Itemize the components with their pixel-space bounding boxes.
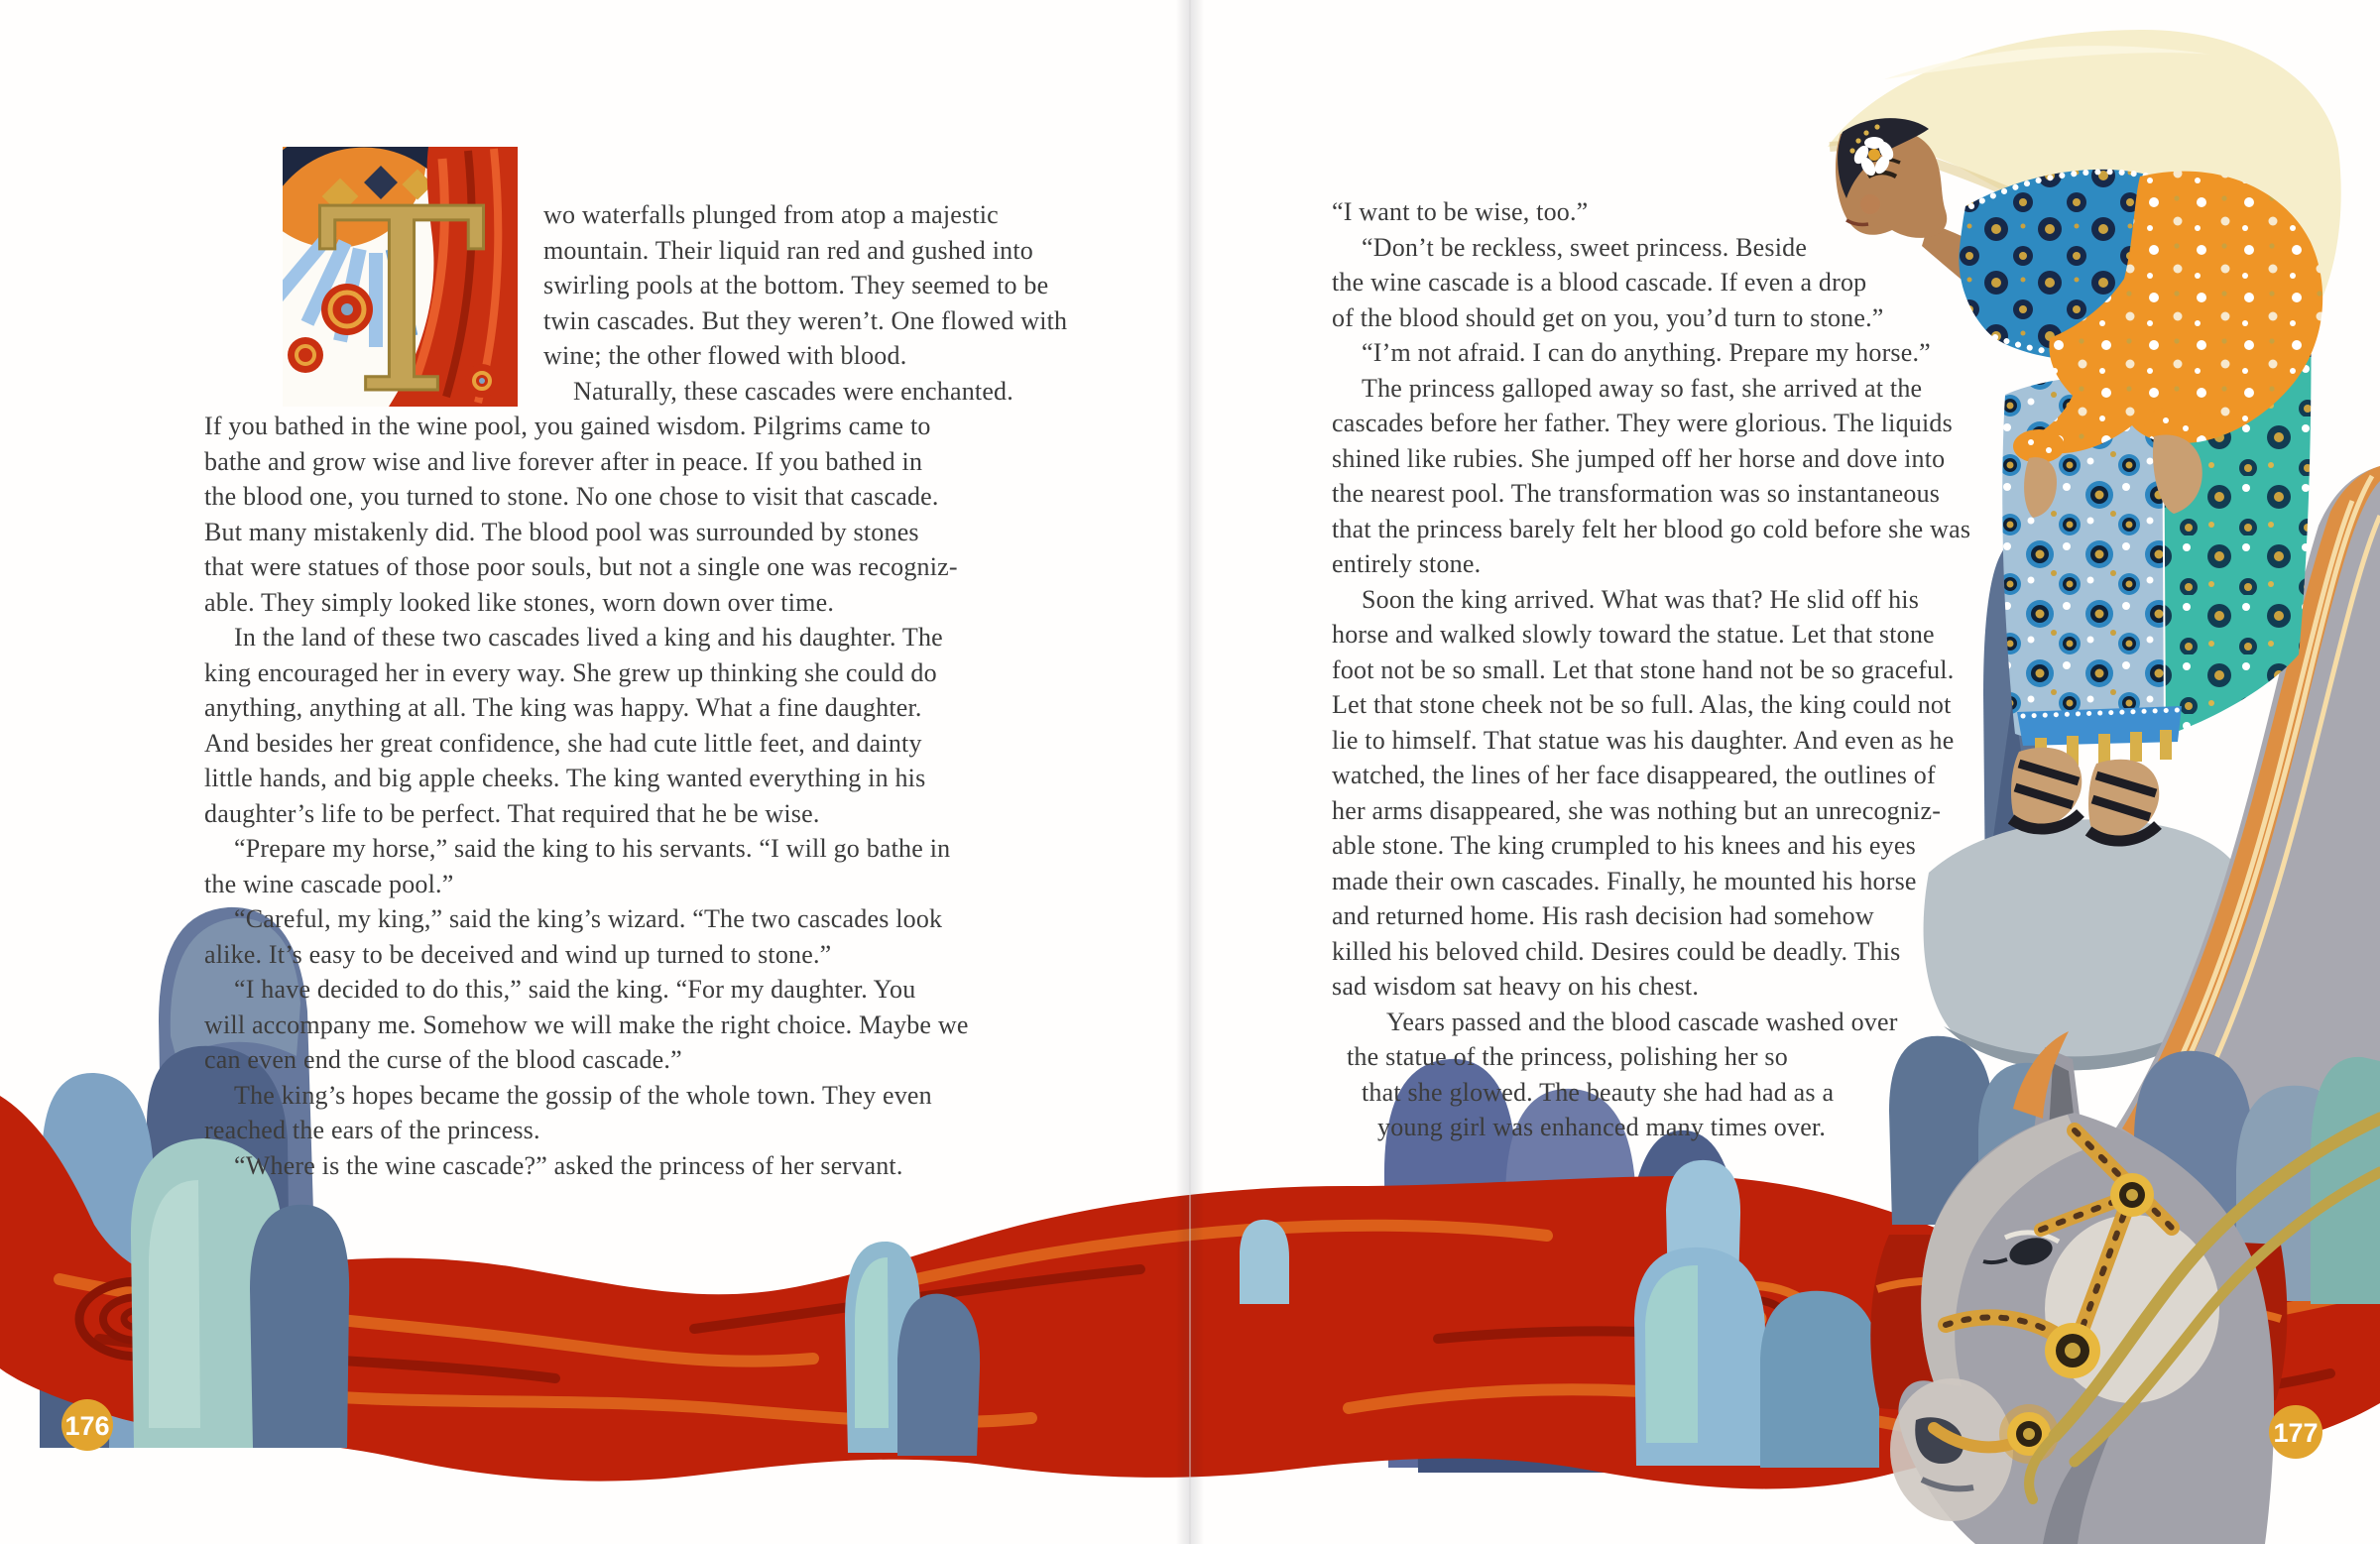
story-line: “Prepare my horse,” said the king to his servants. “I will go bathe in [234,834,951,863]
story-line: But many mistakenly did. The blood pool was surrounded by stones [204,517,919,546]
story-line: “Where is the wine cascade?” asked the princess of her servant. [234,1150,903,1180]
story-line: the wine cascade is a blood cascade. If even a drop [1332,268,1867,297]
story-line: made their own cascades. Finally, he mounted his horse [1332,866,1917,895]
story-line: little hands, and big apple cheeks. The king wanted everything in his [204,764,926,792]
story-line: entirely stone. [1332,549,1482,578]
story-line: watched, the lines of her face disappeared, the outlines of [1332,761,1936,789]
left-page-opening-text [543,197,1084,409]
story-line: can even end the curse of the blood cascade.” [204,1045,682,1074]
story-line: king encouraged her in every way. She grew up thinking she could do [204,657,937,687]
story-line: If you bathed in the wine pool, you gained wisdom. Pilgrims came to [204,412,931,440]
story-line: shined like rubies. She jumped off her horse and dove into [1332,443,1946,473]
story-line: able. They simply looked like stones, worn down over time. [204,587,835,617]
story-line: will accompany me. Somehow we will make the right choice. Maybe we [204,1010,969,1039]
story-line: horse and walked slowly toward the statue. Let that stone [1332,620,1935,649]
story-line: that the princess barely felt her blood go cold before she was [1332,514,1971,543]
story-line: the blood one, you turned to stone. No one chose to visit that cascade. [204,482,939,511]
drop-cap-letter: T [316,156,487,450]
story-line: daughter’s life to be perfect. That required that he be wise. [204,798,820,828]
story-line: killed his beloved child. Desires could be deadly. This [1332,936,1901,966]
left-page-number: 176 [64,1411,110,1441]
story-line: lie to himself. That statue was his daughter. And even as he [1332,725,1955,755]
story-line: mountain. Their liquid ran red and gushed into [543,235,1033,265]
story-line: that were statues of those poor souls, but not a single one was recogniz- [204,552,958,581]
story-line: alike. It’s easy to be deceived and wind up turned to stone.” [204,939,832,969]
story-line: swirling pools at the bottom. They seemed to be [543,271,1049,299]
story-line: In the land of these two cascades lived a king and his daughter. The [234,623,943,652]
page-number-badge [61,1399,113,1451]
story-line: reached the ears of the princess. [204,1116,540,1144]
story-line: able stone. The king crumpled to his knees and his eyes [1332,831,1916,860]
drop-cap-illustration [244,65,518,450]
story-line: Soon the king arrived. What was that? He slid off his [1362,584,1920,614]
right-page-number: 177 [2273,1418,2319,1448]
story-line: Years passed and the blood cascade washed over [1386,1007,1898,1036]
story-line: that she glowed. The beauty she had had as a [1362,1077,1835,1107]
story-line: anything, anything at all. The king was happy. What a fine daughter. [204,693,922,722]
story-line: foot not be so small. Let that stone hand not be so graceful. [1332,654,1955,684]
story-line: “I have decided to do this,” said the king. “For my daughter. You [234,975,916,1004]
story-line: young girl was enhanced many times over. [1377,1113,1827,1141]
story-line: The king’s hopes became the gossip of the whole town. They even [234,1080,932,1110]
story-line: her arms disappeared, she was nothing but an unrecogniz- [1332,795,1942,825]
story-line: Let that stone cheek not be so full. Alas, the king could not [1332,690,1952,719]
story-line: the wine cascade pool.” [204,869,454,898]
story-line: “I want to be wise, too.” [1332,197,1589,226]
story-line: the statue of the princess, polishing her so [1347,1042,1788,1071]
story-line: “Don’t be reckless, sweet princess. Beside [1362,232,1808,262]
story-line: Naturally, these cascades were enchanted. [573,376,1013,406]
story-line: “I’m not afraid. I can do anything. Prepare my horse.” [1362,338,1931,367]
story-line: wine; the other flowed with blood. [543,341,907,370]
story-line: wo waterfalls plunged from atop a majestic [543,200,999,229]
story-line: cascades before her father. They were glorious. The liquids [1332,409,1953,437]
left-page-body-text [204,409,1087,1183]
story-line: of the blood should get on you, you’d turn to stone.” [1332,302,1884,332]
page-number-badge [2269,1405,2322,1459]
story-line: And besides her great confidence, she had cute little feet, and dainty [204,728,922,758]
story-line: The princess galloped away so fast, she arrived at the [1362,373,1923,403]
story-line: the nearest pool. The transformation was so instantaneous [1332,479,1941,508]
right-page-body-text [1332,194,2066,1145]
story-line: bathe and grow wise and live forever after in peace. If you bathed in [204,446,923,476]
story-line: and returned home. His rash decision had somehow [1332,901,1874,930]
story-line: “Careful, my king,” said the king’s wizard. “The two cascades look [234,904,943,933]
story-line: twin cascades. But they weren’t. One flowed with [543,305,1068,335]
story-line: sad wisdom sat heavy on his chest. [1332,972,1700,1001]
